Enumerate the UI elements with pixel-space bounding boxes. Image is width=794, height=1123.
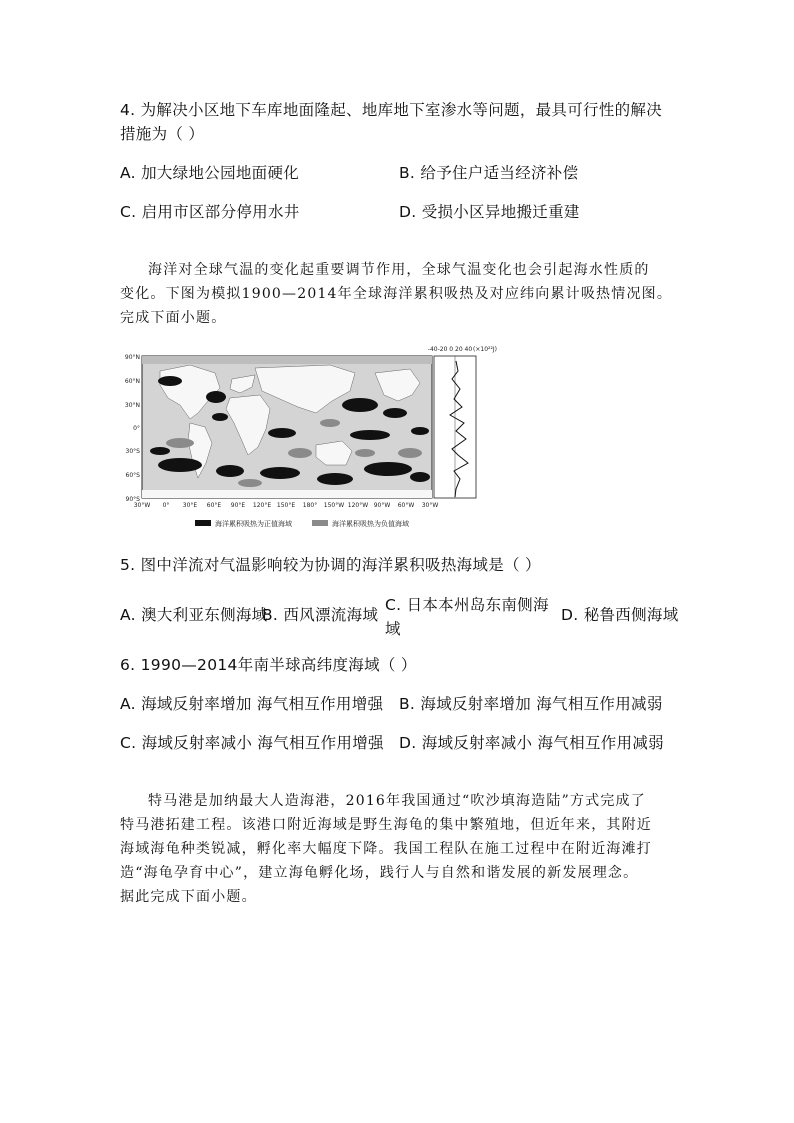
lon-label: 150°W: [323, 502, 345, 509]
lon-label: 90°W: [373, 502, 391, 509]
q6-option-d: D. 海域反射率减小 海气相互作用减弱: [399, 734, 664, 752]
legend-positive-swatch: [195, 520, 211, 526]
arctic-band: [142, 356, 432, 364]
passage1-line2: 变化。下图为模拟1900—2014年全球海洋累积吸热及对应纬向累计吸热情况图。: [120, 286, 673, 302]
q4-option-c: C. 启用市区部分停用水井: [120, 203, 300, 221]
profile-unit-label: (×10²²J): [473, 346, 497, 353]
q5-option-a: A. 澳大利亚东侧海域: [120, 606, 268, 624]
q4-stem-line1: 4. 为解决小区地下车库地面隆起、地库地下室渗水等问题，最具可行性的解决: [120, 101, 663, 119]
passage1-line3: 完成下面小题。: [120, 310, 227, 326]
ocean-heat-map: [120, 343, 500, 533]
q4-option-a: A. 加大绿地公园地面硬化: [120, 164, 300, 182]
q5-option-d: D. 秘鲁西侧海域: [561, 606, 679, 624]
lon-label: 0°: [162, 502, 170, 509]
lat-label: 90°S: [125, 496, 140, 503]
passage2-line1: 特马港是加纳最大人造海港，2016年我国通过“吹沙填海造陆”方式完成了: [148, 793, 646, 809]
q4-option-b: B. 给予住户适当经济补偿: [399, 164, 579, 182]
legend-negative-swatch: [312, 520, 328, 526]
lat-label: 30°S: [125, 448, 140, 455]
lon-label: 60°W: [397, 502, 415, 509]
lon-label: 150°E: [276, 502, 296, 509]
passage2-line3: 海域海龟种类锐减，孵化率大幅度下降。我国工程队在施工过程中在附近海滩打: [120, 841, 652, 857]
passage2-line5: 据此完成下面小题。: [120, 889, 257, 905]
q5-option-b: B. 西风漂流海域: [262, 606, 379, 624]
lon-label: 120°E: [252, 502, 272, 509]
lat-label: 90°N: [124, 354, 140, 361]
lon-label: 30°W: [133, 502, 151, 509]
legend-negative-label: 海洋累积吸热为负值海域: [332, 520, 409, 528]
lon-label: 120°W: [347, 502, 369, 509]
profile-scale-label: -40-20 0 20 40: [427, 346, 473, 353]
q6-option-b: B. 海域反射率增加 海气相互作用减弱: [399, 695, 663, 713]
lon-label: 30°E: [182, 502, 198, 509]
lat-label: 60°S: [125, 472, 140, 479]
lat-label: 30°N: [124, 402, 140, 409]
lat-label: 0°: [133, 425, 140, 432]
q6-option-a: A. 海域反射率增加 海气相互作用增强: [120, 695, 384, 713]
ocean-heat-figure: [120, 343, 500, 533]
lon-label: 180°: [302, 502, 318, 509]
passage2-line4: 造“海龟孕育中心”，建立海龟孵化场，践行人与自然和谐发展的新发展理念。: [120, 865, 639, 881]
q4-option-d: D. 受损小区异地搬迁重建: [399, 203, 580, 221]
lon-label: 90°E: [230, 502, 246, 509]
lon-label: 30°W: [421, 502, 439, 509]
q4-stem-line2: 措施为（ ）: [120, 125, 205, 143]
q5-stem: 5. 图中洋流对气温影响较为协调的海洋累积吸热海域是（ ）: [120, 556, 541, 574]
q6-stem: 6. 1990—2014年南半球高纬度海域（ ）: [120, 656, 417, 674]
passage2-line2: 特马港拓建工程。该港口附近海域是野生海龟的集中繁殖地，但近年来，其附近: [120, 817, 652, 833]
legend-positive-label: 海洋累积吸热为正值海域: [215, 520, 292, 528]
antarctica-shape: [142, 490, 432, 498]
q5-option-c-line1: C. 日本本州岛东南侧海: [385, 596, 549, 614]
passage1-line1: 海洋对全球气温的变化起重要调节作用，全球气温变化也会引起海水性质的: [148, 262, 650, 278]
q5-option-c-line2: 域: [385, 620, 401, 638]
lon-label: 60°E: [206, 502, 222, 509]
lat-label: 60°N: [124, 378, 140, 385]
q6-option-c: C. 海域反射率减小 海气相互作用增强: [120, 734, 384, 752]
